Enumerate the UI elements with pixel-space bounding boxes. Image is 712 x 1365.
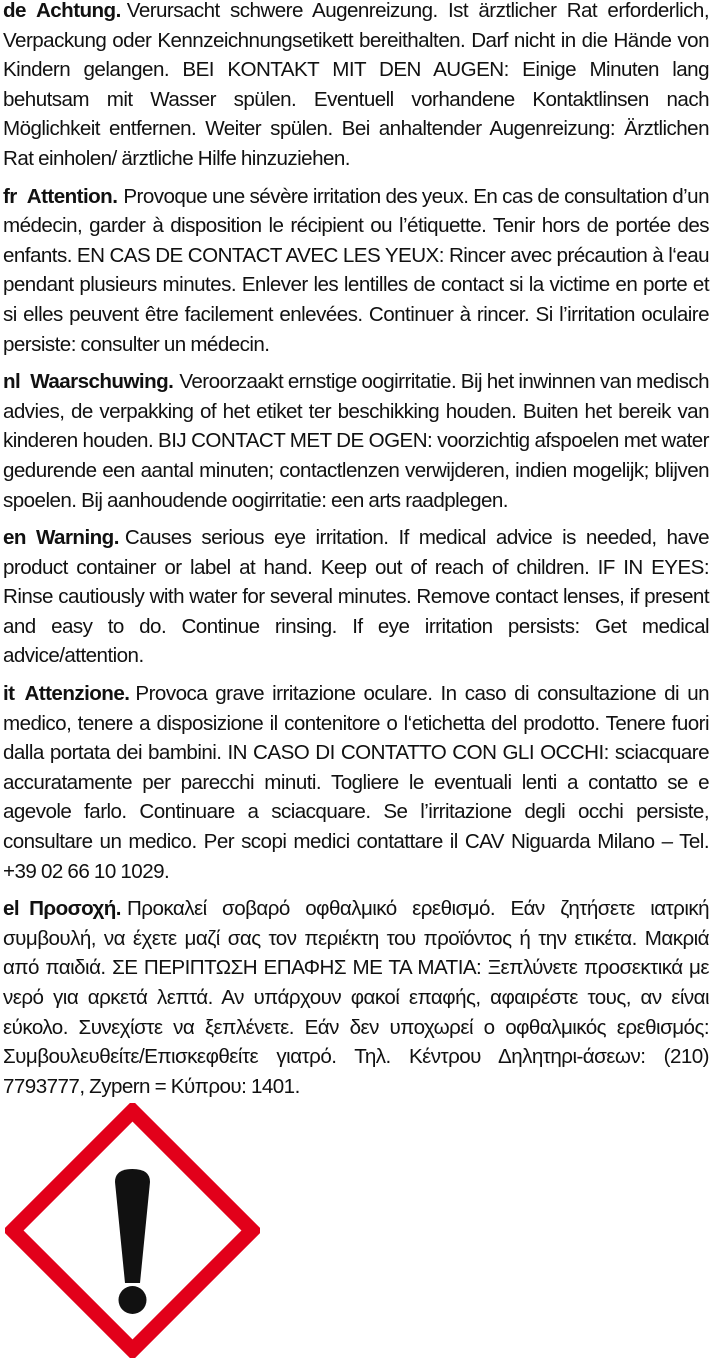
language-code: el [3,897,20,921]
signal-word: Warning. [35,526,119,550]
signal-word: Attention. [26,184,118,208]
language-code: fr [3,184,17,208]
hazard-text: Provoque une sévère irritation des yeux. En cas de consultation d’un médecin, garder à disposition le récipient ou l’étiquette. Tenir hors de portée des enfants. EN CAS DE CONTACT AVEC LES YEUX: Rincer avec précaution à l‘eau pendant plusieurs minutes. Enlever les lentilles de contact si la victime en porte et si elles peuvent être facilement enlevées. Continuer à rincer. Si l’irritation oculaire persiste: consulter un médecin. [3,184,709,356]
signal-word: Waarschuwing. [30,370,174,394]
section-it [3,679,709,886]
language-code: nl [3,370,21,394]
section-de [3,0,709,174]
safety-label-text [3,0,709,1109]
section-fr [3,182,709,360]
language-code: en [3,526,26,550]
exclamation-dot [119,1286,147,1314]
signal-word: Attenzione. [24,682,130,706]
section-el [3,894,709,1101]
signal-word: Achtung. [35,0,121,22]
section-nl [3,367,709,515]
language-code: de [3,0,26,22]
hazard-text: Προκαλεί σοβαρό οφθαλμικό ερεθισμό. Εάν ζητήσετε ιατρική συμβουλή, να έχετε μαζί σας τον περιέκτη του προϊόντος ή την ετικέτα. Μακριά από παιδιά. ΣΕ ΠΕΡΙΠΤΩΣΗ ΕΠΑΦΗΣ ΜΕ ΤΑ ΜΑΤΙΑ: Ξεπλύνετε προσεκτικά με νερό για αρκετά λεπτά. Αν υπάρχουν φακοί επαφής, αφαιρέστε τους, αν είναι εύκολο. Συνεχίστε να ξεπλένετε. Εάν δεν υποχωρεί ο οφθαλμικός ερεθισμός: Συμβουλευθείτε/Επισκεφθείτε γιατρό. Τηλ. Κέντρου Δηλητηρι-άσεων: (210) 7793777, Zypern = Κύπρου: 1401. [3,897,709,1098]
language-code: it [3,682,15,706]
hazard-text: Provoca grave irritazione oculare. In caso di consultazione di un medico, tenere a disposizione il contenitore o l‘etichetta del prodotto. Tenere fuori dalla portata dei bambini. IN CASO DI CONTATTO CON GLI OCCHI: sciacquare accuratamente per parecchi minuti. Togliere le eventuali lenti a contatto se e agevole farlo. Continuare a sciacquare. Se l’irritazione degli occhi persiste, consultare un medico. Per scopi medici contattare il CAV Niguarda Milano – Tel. +39 02 66 10 1029. [3,682,709,883]
signal-word: Προσοχή. [29,897,121,921]
hazard-text: Causes serious eye irritation. If medical advice is needed, have product container or label at hand. Keep out of reach of children. IF IN EYES: Rinse cautiously with water for several minutes. Remove contact lenses, if present and easy to do. Continue rinsing. If eye irritation persists: Get medical advice/attention. [3,526,709,668]
hazard-text: Veroorzaakt ernstige oogirritatie. Bij het inwinnen van medisch advies, de verpakking of het etiket ter beschikking houden. Buiten het bereik van kinderen houden. BIJ CONTACT MET DE OGEN: voorzichtig afspoelen met water gedurende een aantal minuten; contactlenzen verwijderen, indien mogelijk; blijven spoelen. Bij aanhoudende oogirritatie: een arts raadplegen. [3,370,709,512]
hazard-text: Verursacht schwere Augenreizung. Ist ärztlicher Rat erforderlich, Verpackung oder Kennzeichnungsetikett bereithalten. Darf nicht in die Hände von Kindern gelangen. BEI KONTAKT MIT DEN AUGEN: Einige Minuten lang behutsam mit Wasser spülen. Eventuell vorhandene Kontaktlinsen nach Möglichkeit entfernen. Weiter spülen. Bei anhaltender Augenreizung: Ärztlichen Rat einholen/ ärztliche Hilfe hinzuziehen. [3,0,709,170]
section-en [3,523,709,671]
ghs07-exclamation-mark-icon [5,1103,260,1358]
